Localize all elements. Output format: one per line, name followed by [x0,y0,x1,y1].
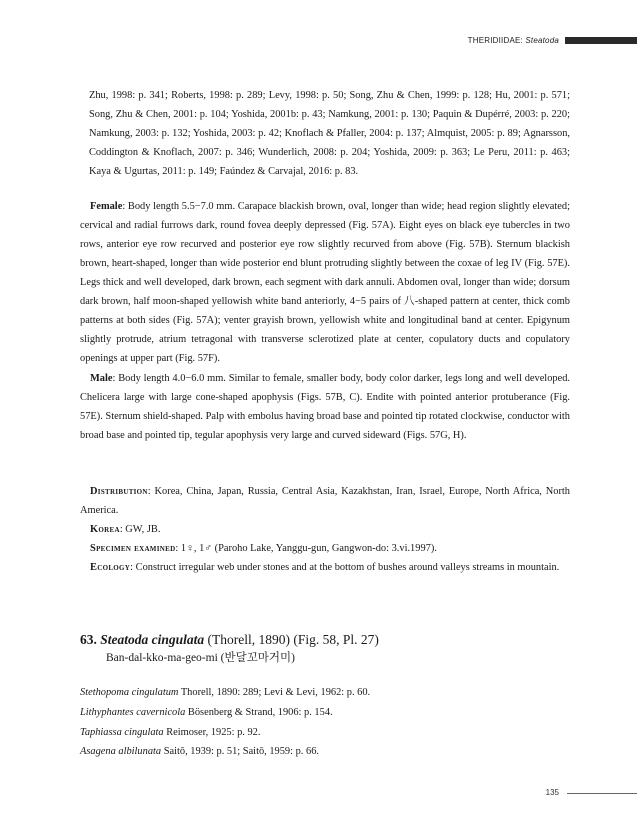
synonym-name: Stethopoma cingulatum [80,687,179,698]
species-number: 63. [80,632,97,647]
species-name: Steatoda cingulata [100,632,205,647]
header-bar [565,37,637,44]
specimen-label: Specimen examined [90,543,176,554]
footer-rule [567,793,637,794]
korea-text: : GW, JB. [119,524,161,535]
male-text: : Body length 4.0−6.0 mm. Similar to female, smaller body, body color darker, legs long and well developed. Chelicera large with large cone-shaped apophysis (Figs. 57B, C). Endite with pointed anterior protuberance (Fig. 57E). Sternum shield-shaped. Palp with embolus having broad base and pointed tip rotated clockwise, conductor with broad base and pointed tip, tegular apophysis very large and curved sideward (Figs. 57G, H). [80,373,570,441]
korea-label: Korea [90,524,120,535]
ecology-label: Ecology [90,562,131,573]
synonym-row [80,745,319,759]
synonym-citation: Bösenberg & Strand, 1906: p. 154. [185,707,333,718]
female-description [80,197,570,368]
male-description [80,369,570,445]
reference-list: Zhu, 1998: p. 341; Roberts, 1998: p. 289; Levy, 1998: p. 50; Song, Zhu & Chen, 1999: p. 128; Hu, 2001: p. 571; Song, Zhu & Chen, 2001: p. 104; Yoshida, 2001b: p. 43; Namkung, 2001: p. 130; Paquin & Dupérré, 2003: p. 220; Namkung, 2003: p. 132; Yoshida, 2003: p. 42; Knoflach & Pfaller, 2004: p. 137; Almquist, 2005: p. 89; Agnarsson, Coddington & Knoflach, 2007: p. 346; Wunderlich, 2008: p. 204; Yoshida, 2009: p. 363; Le Peru, 2011: p. 463; Kaya & Ugurtas, 2011: p. 149; Faúndez & Carvajal, 2016: p. 83. [89,90,570,177]
page-number: 135 [545,788,559,797]
male-label: Male [90,373,113,384]
ecology-text: : Construct irregular web under stones and at the bottom of bushes around valleys streams in mountain. [130,562,560,573]
specimen-section [80,539,570,558]
synonym-row [80,706,333,720]
reference-block [89,86,570,181]
korea-section [80,520,570,539]
species-author: (Thorell, 1890) (Fig. 58, Pl. 27) [204,632,379,647]
specimen-text: : 1♀, 1♂ (Paroho Lake, Yanggu-gun, Gangwon-do: 3.vi.1997). [175,543,437,554]
distribution-section [80,482,570,520]
distribution-label: Distribution [90,486,148,497]
synonym-row [80,686,370,700]
synonym-citation: Thorell, 1890: 289; Levi & Levi, 1962: p. 60. [178,687,371,698]
female-text: : Body length 5.5−7.0 mm. Carapace blackish brown, oval, longer than wide; head region slightly elevated; cervical and radial furrows dark, round fovea deeply depressed (Fig. 57A). Eight eyes on black eye tubercles in two rows, anterior eye row recurved and posterior eye row slightly recurved from above (Fig. 57B). Sternum blackish brown, heart-shaped, longer than wide posterior end blunt protruding slightly between the coxae of leg IV (Fig. 57E). Legs thick and well developed, dark brown, each segment with dark annuli. Abdomen oval, longer than wide; dorsum dark brown, half moon-shaped yellowish white band anteriorly, 4−5 pairs of 八-shaped pattern at center, thick comb patterns at both sides (Fig. 57A); venter grayish brown, yellowish white and longitudinal band at center. Epigynum slightly protrude, atrium tetragonal with transverse sclerotized plate at center, copulatory ducts and copulatory openings at upper part (Fig. 57F). [80,201,570,364]
korean-name: Ban-dal-kko-ma-geo-mi (반달꼬마거미) [106,652,295,664]
synonym-citation: Saitō, 1939: p. 51; Saitō, 1959: p. 66. [161,746,319,757]
female-label: Female [90,201,123,212]
synonym-name: Taphiassa cingulata [80,727,164,738]
ecology-section [80,558,570,577]
synonym-citation: Reimoser, 1925: p. 92. [163,727,261,738]
species-heading [80,631,379,649]
header-genus: Steatoda [525,36,559,45]
running-header-text [468,36,559,46]
synonym-name: Lithyphantes cavernicola [80,707,186,718]
synonym-name: Asagena albilunata [80,746,162,757]
distribution-text: : Korea, China, Japan, Russia, Central Asia, Kazakhstan, Iran, Israel, Europe, North Africa, North America. [80,486,570,516]
header-family: THERIDIIDAE: [467,36,526,45]
synonym-row [80,726,260,740]
